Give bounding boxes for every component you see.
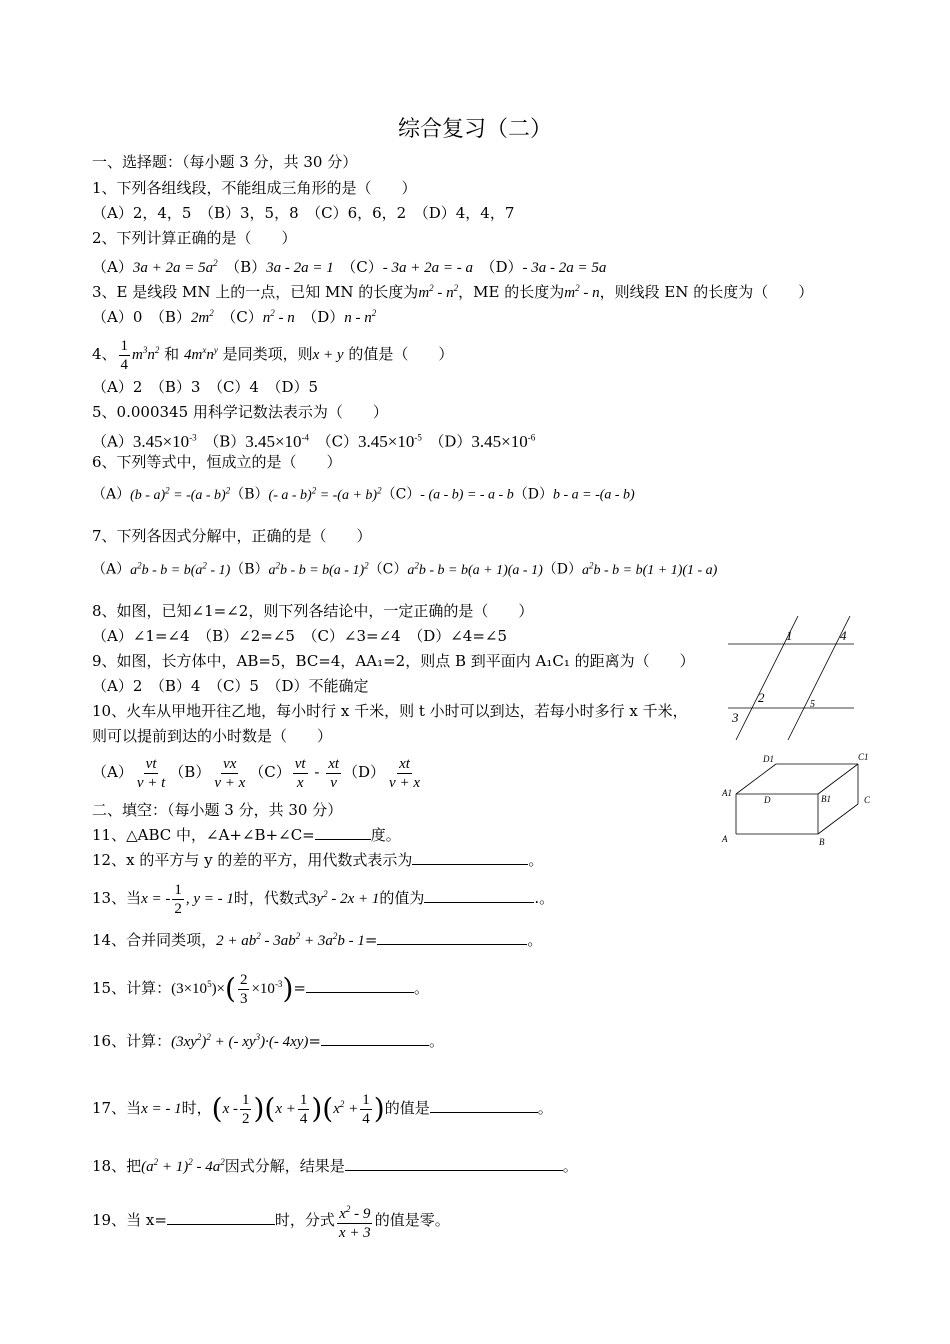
question-6-options: （A）(b - a)$^2$ = -(a - b)$^2$（B）(- $a - b)^2 = -(a + b)^2(C)-$ (a - b) = - a - b（D）b - a = -(a - b)	[92, 485, 635, 503]
question-6: 6、下列等式中，恒成立的是（ ）	[92, 453, 342, 471]
fig1-label-5: 5	[810, 699, 815, 710]
question-10-options: （A） $\frac{vt}{v + t}$ （B） $\frac{vx}{v + x}$ （C） $\frac{vt}{x}$ - $\frac{xt}{v}$ （D） $\frac{xt}{v + x}$	[92, 755, 420, 791]
question-3-options: （A）0 $(B)2m^2$ $(C)n^2$ - n $(D)n - n^2$	[92, 308, 377, 326]
fig2-label-c: C	[864, 795, 871, 805]
question-14: 14、合并同类项，$2 + ab^2 - 3ab^2 + 3a^2b - 1=$ 。	[92, 931, 543, 949]
question-9: 9、如图，长方体中，AB=5，BC=4，AA₁=2，则点 B 到平面内 A₁C₁ 的距离为（ ）	[92, 652, 695, 670]
question-16: 16、计算：$(3xy^2)^2$ + (- $xy^3)\cdot(-$ 4xy)= 。	[92, 1032, 444, 1050]
fig2-label-a: A	[722, 834, 728, 844]
fig2-label-c1: C1	[858, 752, 869, 762]
question-13: 13、当x = - $\frac{1}{2}$ , y = - 1时，代数式$3y^2 - 2x + 1$的值为 .。	[92, 881, 555, 917]
question-7: 7、下列各因式分解中，正确的是（ ）	[92, 527, 372, 545]
question-2: 2、下列计算正确的是（ ）	[92, 229, 297, 247]
fig2-label-d: D	[764, 795, 771, 805]
question-12: 12、x 的平方与 y 的差的平方，用代数式表示为 。	[92, 851, 544, 869]
question-1: 1、下列各组线段，不能组成三角形的是（ ）	[92, 179, 417, 197]
question-3: 3、E 是线段 MN 上的一点，已知 MN 的长度为$m^2 - n^2$，ME 的长度为$m^2$ - n，则线段 EN 的长度为（ ）	[92, 283, 814, 301]
question-4: 4、 $\frac{1}{4}$ $m^3n^2$ 和 $4m^xn^y$ 是同类项，则x + y 的值是（ ）	[92, 337, 454, 373]
section-choice: 一、选择题：（每小题 3 分，共 30 分）	[92, 153, 358, 171]
fig1-label-3: 3	[732, 710, 739, 725]
question-18: 18、把$(a^2 + 1)^2 - 4a^2$因式分解，结果是 。	[92, 1157, 578, 1175]
question-2-options: $(A)3a + 2a = 5a^2$ （B）3a - 2a = 1 （C）- 3a + 2a = - a （D）- 3a - 2a = 5a	[92, 258, 607, 276]
section-fill: 二、填空：（每小题 3 分，共 30 分）	[92, 801, 343, 819]
question-4-options: （A）2 （B）3 （C）4 （D）5	[92, 378, 319, 396]
question-5-options: $(A)3.45\times 10^{-3}$ $(B)3.45\times 10^{-4}$ $(C)3.45\times 10^{-5}$ $(D)3.45\times 10^{-6}$	[92, 431, 536, 451]
question-1-options: （A）2，4，5 （B）3，5，8 （C）6，6，2 （D）4，4，7	[92, 204, 515, 222]
question-17: 17、当x = - 1时，(x - $\frac{1}{2}$ )(x + $\frac{1}{4}$ )($x^2$ + $\frac{1}{4}$ )的值是 。	[92, 1091, 553, 1127]
question-8-options: （A）∠1=∠4 （B）∠2=∠5 （C）∠3=∠4 （D）∠4=∠5	[92, 627, 508, 645]
page-title: 综合复习（二）	[397, 117, 552, 142]
fig1-label-2: 2	[758, 690, 765, 705]
question-15: 15、计算：$(3\times 10^5)\times$( $\frac{2}{3}$ $\times 10^{-3})=$ 。	[92, 971, 429, 1007]
question-10-line2: 则可以提前到达的小时数是（ ）	[92, 727, 333, 745]
fig1-label-1: 1	[786, 628, 793, 643]
question-11: 11、△ABC 中，∠A+∠B+∠C= 度。	[92, 826, 401, 844]
fig2-label-b1: B1	[821, 794, 831, 804]
figure-parallel-lines	[720, 610, 860, 745]
question-10-line1: 10、火车从甲地开往乙地，每小时行 x 千米，则 t 小时可以到达，若每小时多行 x 千米，	[92, 702, 688, 720]
figure-cuboid	[718, 750, 883, 855]
question-9-options: （A）2 （B）4 （C）5 （D）不能确定	[92, 677, 369, 695]
question-19: 19、当 x= 时，分式 $\frac{x^2 - 9}{x + 3}$ 的值是零。	[92, 1200, 450, 1242]
fig2-label-b: B	[819, 837, 825, 847]
question-8: 8、如图，已知∠1=∠2，则下列各结论中，一定正确的是（ ）	[92, 602, 534, 620]
fig2-label-d1: D1	[763, 754, 774, 764]
fig2-label-a1: A1	[722, 788, 732, 798]
fig1-label-4: 4	[840, 628, 847, 643]
question-7-options: $(A)a^2b - b = b(a^2 - 1)(B)a^2b - b = b(a - 1)^2(C)a^2b - b = b(a + 1)(a - 1)(D)a^2b - b = b(1 + 1)(1 - a)$	[92, 560, 718, 578]
question-5: 5、0.000345 用科学记数法表示为（ ）	[92, 403, 388, 421]
